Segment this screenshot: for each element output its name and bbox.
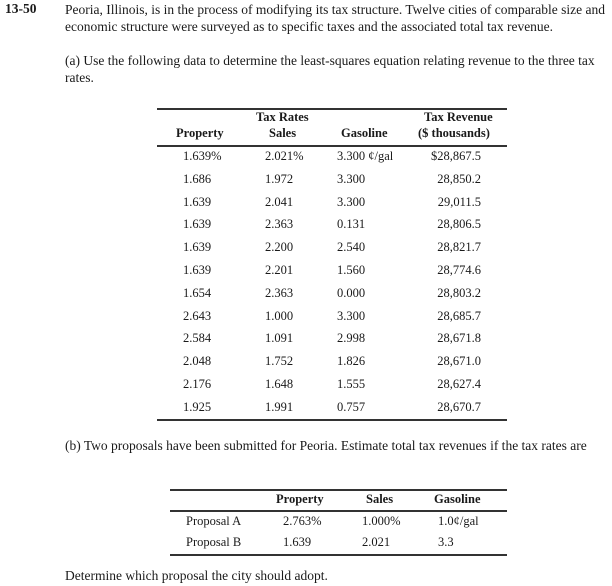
table-row [0,263,612,279]
proposal-label: Proposal A [186,514,242,528]
table-cell: 3.300 [337,194,366,209]
table-cell: 1.000 [265,308,294,323]
header-property: Property [176,126,224,140]
proposal-header-property: Property [276,492,324,506]
table-cell: 1.000% [362,514,401,528]
table-cell: 2.643 [183,308,212,323]
table-cell: 28,627.4 [437,377,481,391]
proposal-header-sales: Sales [366,492,394,506]
part-b-text: (b) Two proposals have been submitted for Peoria. Estimate total tax revenues if the tax rates are [65,438,587,453]
table-cell: 1.991 [265,399,294,414]
proposal-header-rule [170,510,507,512]
table-cell: 28,806.5 [437,217,481,232]
part-a-text: (a) Use the following data to determine the least-squares equation relating revenue to the three tax rates. [65,53,595,85]
table-cell: 2.041 [265,194,294,209]
table-cell: 1.091 [265,331,294,346]
table-cell: 1.826 [337,354,366,369]
table-cell: 28,671.0 [437,354,481,369]
table-cell: 1.972 [265,171,294,186]
table-cell: 1.639 [183,194,212,209]
table-cell: 0.757 [337,399,366,414]
table-cell: 2.200 [265,240,294,255]
header-thousands: ($ thousands) [418,126,490,140]
table-cell: $28,867.5 [431,149,481,163]
problem-number: 13-50 [5,1,37,16]
table-cell: 28,803.2 [437,285,481,300]
table-cell: 1.752 [265,354,294,369]
table-cell: 1.639 [183,263,212,277]
table-cell: 2.201 [265,263,294,277]
table-cell: 2.021 [362,535,391,549]
table-row [0,309,612,325]
table-cell: 0.131 [337,217,366,232]
table-row [0,535,612,551]
table-row [0,217,612,233]
table-cell: 2.048 [183,354,212,369]
table-row [0,377,612,393]
table-row [0,354,612,370]
table-bottom-rule [157,419,507,421]
header-tax-rates: Tax Rates [256,110,309,124]
table-cell: 1.639% [183,149,222,163]
table-header-rule [157,145,507,147]
table-cell: 2.176 [183,377,212,391]
table-cell: 2.998 [337,331,366,346]
table-row [0,240,612,256]
table-cell: 2.540 [337,240,366,255]
problem-intro: Peoria, Illinois, is in the process of modifying its tax structure. Twelve cities of comparable size and economic structure were surveyed as to specific taxes and the associated total tax revenue. [65,2,605,34]
table-row [0,514,612,530]
table-row [0,286,612,302]
table-cell: 1.639 [183,217,212,232]
table-row [0,195,612,211]
table-cell: 0.000 [337,285,366,300]
table-cell: 2.363 [265,217,294,232]
table-cell: 3.300 [337,171,366,186]
table-row [0,400,612,416]
table-cell: 2.584 [183,331,212,346]
table-cell: 28,774.6 [437,263,481,277]
table-cell: 2.763% [283,514,322,528]
table-cell: 1.648 [265,377,294,391]
conclusion-text: Determine which proposal the city should adopt. [65,568,328,583]
table-cell: 3.300 [337,308,366,323]
table-cell: 28,671.8 [437,331,481,346]
header-gasoline: Gasoline [341,126,388,140]
proposal-bottom-rule [170,554,507,556]
table-row [0,331,612,347]
proposal-label: Proposal B [186,535,242,549]
table-cell: 1.555 [337,377,366,391]
table-cell: 3.300 ¢/gal [337,149,394,163]
table-cell: 1.639 [183,240,212,255]
header-sales: Sales [269,126,297,140]
table-cell: 28,685.7 [437,308,481,323]
table-cell: 28,821.7 [437,240,481,255]
table-cell: 1.925 [183,399,212,414]
table-cell: 28,670.7 [437,399,481,414]
table-row [0,149,612,165]
table-cell: 28,850.2 [437,171,481,186]
table-cell: 1.639 [283,535,312,549]
header-tax-revenue: Tax Revenue [424,110,493,124]
table-cell: 1.654 [183,285,212,300]
table-cell: 1.686 [183,171,212,186]
table-cell: 1.560 [337,263,366,277]
proposal-top-rule [170,489,507,491]
table-cell: 3.3 [438,535,454,549]
table-cell: 1.0¢/gal [438,514,479,528]
table-cell: 2.363 [265,285,294,300]
table-cell: 29,011.5 [437,194,481,209]
table-row [0,172,612,188]
proposal-header-gasoline: Gasoline [434,492,481,506]
table-cell: 2.021% [265,149,304,163]
